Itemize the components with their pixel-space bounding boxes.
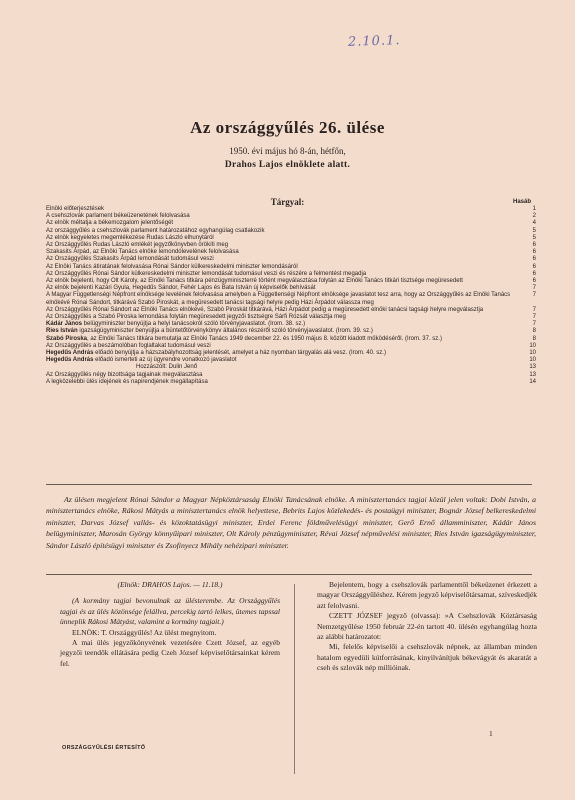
toc-entry-text: A csehszlovák parlament békeüzenetének felolvasása [46, 213, 190, 220]
toc-entry-text: Az Országgyűlés négy bizottsága tagjainak megválasztása [46, 371, 203, 378]
toc-row [46, 379, 536, 386]
toc-entry-page: 13 [529, 371, 536, 378]
toc-row [46, 372, 536, 379]
toc-entry-text: Az országgyűlés a csehszlovák parlament határozatához egyhangúlag csatlakozik [46, 227, 265, 234]
toc-entry-page: 6 [532, 249, 536, 256]
toc-entry-page: 6 [532, 263, 536, 270]
chair-line: Drahos Lajos elnöklete alatt. [224, 160, 351, 170]
toc-entry-text: Az Országgyűlés Szakasits Árpád lemondását tudomásul veszi [46, 256, 214, 263]
toc-entry-text: Az Országgyűlés Rudas László emlékét jegyzőkönyvben örökíti meg [46, 242, 229, 249]
toc-entry-text: Szabó Piroska, az Elnöki Tanács titkára bemutatja az Elnöki Tanács 1949 december 22. és 1950 május 8. között kiadott működéséről. (Irom. 37. sz.) [46, 335, 442, 342]
toc-entry-text: Szakasits Árpád, az Elnöki Tanács elnöke lemondólevelének felolvasása [46, 249, 239, 256]
toc-entry-page: 13 [529, 364, 536, 371]
toc-row [46, 292, 536, 306]
toc-entry-text: Ries István igazságügyminiszter benyújtja a büntetőtörvénykönyv általános részéről szóló törvényjavaslatot. (Irom. 39. sz.) [46, 328, 373, 335]
toc-entry-page: 7 [532, 314, 536, 321]
page-number: 1 [489, 729, 493, 738]
toc-entry-page: 6 [532, 256, 536, 263]
toc-row [46, 264, 536, 271]
toc-entry-text: Az Országgyűlés a Szabó Piroska lemondása folytán megüresedett jegyzői tisztségre Sárfi Rózsát választja meg [46, 314, 346, 321]
toc-row [46, 328, 536, 335]
toc-entry-page: 8 [532, 335, 536, 342]
date-line: 1950. évi május hó 8-án, hétfőn, [229, 146, 346, 156]
session-chair-note: (Elnök: DRAHOS Lajos. — 11.18.) [117, 580, 223, 589]
toc-row [46, 343, 536, 350]
toc-entry-text: Az elnök méltatja a békemozgalom jelentőségét [46, 220, 174, 227]
toc-entry-text: Az Országgyűlés Rónai Sándort az Elnöki Tanács elnökévé, Szabó Piroskát titkárává, Házi Árpádot pedig a megüresedett elnöki tanácsi tagsági helyre megválasztja [46, 306, 484, 313]
toc-entry-page: 2 [532, 213, 536, 220]
attendance-paragraph: Az ülésen megjelent Rónai Sándor a Magyar Népköztársaság Elnöki Tanácsának elnöke. A minisztertanács tagjai közül jelen voltak: Dobi István, a minisztertanács elnöke, Rákosi Mátyás a minisztertanács elnök helyettese, Bebrits Lajos közlekedés- és postaügyi miniszter, Bognár József belkereskedelmi miniszter, Darvas József vallás- és közoktatásügyi miniszter, Erdei Ferenc földművelésügyi miniszter, Gerő Ernő államminiszter, Kádár János belügyminiszter, Marosán György könnyűipari miniszter, Olt Károly pénzügyminiszter, Révai József népművelési miniszter, Ries István igazságügyminiszter, Sándor László építésügyi miniszter és Zsofinyecz Mihály nehézipari miniszter. [46, 495, 536, 550]
toc-row [46, 321, 536, 328]
toc-entry-page: 5 [532, 227, 536, 234]
toc-entry-page: 7 [532, 306, 536, 313]
toc-entry-text: Kádár János belügyminiszter benyújtja a helyi tanácsokról szóló törvényjavaslatot. (Irom. 38. sz.) [46, 321, 306, 328]
toc-entry-page: 10 [529, 342, 536, 349]
toc-entry-text: Hegedűs András előadó benyújtja a házszabályhozottság jelentését, amelyet a ház nyomban tárgyalás alá vesz. (Irom. 40. sz.) [46, 350, 386, 357]
toc-entry-page: 7 [532, 292, 536, 299]
toc-entry-text: Hozzászólt: Dulin Jenő [136, 364, 198, 371]
toc-entry-page: 6 [532, 278, 536, 285]
toc-entry-page: 6 [532, 242, 536, 249]
toc-entry-text: Hegedűs András előadó ismerteti az új ügyrendre vonatkozó javaslatot [46, 357, 237, 364]
toc-row [46, 206, 536, 213]
toc-entry-page: 6 [532, 270, 536, 277]
left-column [60, 580, 280, 669]
toc-row [46, 278, 536, 285]
toc-entry-text: Az Országgyűlés Rónai Sándor külkereskedelmi miniszter lemondását tudomásul veszi és részére a felmentést megadja [46, 270, 367, 277]
toc-heading: Tárgyal: [270, 197, 305, 207]
toc-row [46, 350, 536, 357]
speech-paragraph: A mai ülés jegyzőkönyvének vezetésére Czett József, az egyéb jegyzői teendők ellátására pedig Czeh József képviselőtársainkat kérem fel. [60, 638, 280, 668]
speech-paragraph: Bejelentem, hogy a csehszlovák parlamenttől békeüzenet érkezett a magyar Országgyűléshez. Kérem jegyző képviselőtársamat, szíveskedjék azt felolvasni. [317, 580, 537, 610]
toc-entry-page: 10 [529, 357, 536, 364]
toc-row [46, 364, 536, 371]
speech-paragraph: Mi, felelős képviselői a csehszlovák népnek, az államban minden hatalom egyedüli kútforrásának, kinyilvánítjuk békevágyát és akaratát a cseh és szlovák nép millióinak. [317, 642, 537, 673]
toc-row [46, 213, 536, 220]
toc-row [46, 235, 536, 242]
toc-entry-page: 4 [532, 220, 536, 227]
toc-entry-text: Az Elnöki Tanács átiratának felolvasása Rónai Sándor külkereskedelmi miniszter lemondásáról [46, 263, 298, 270]
page-title: Az országgyűlés 26. ülése [190, 118, 385, 137]
toc-entry-page: 5 [532, 234, 536, 241]
divider [46, 484, 532, 485]
toc-row [46, 336, 536, 343]
speech-paragraph: ELNÖK: T. Országgyűlés! Az ülést megnyitom. [72, 627, 217, 637]
toc-entry-page: 7 [532, 285, 536, 292]
toc-entry-text: Az elnök bejelenti Kazári Gyula, Hegedűs Sándor, Fehér Lajos és Bata István új képviselők behívását [46, 285, 316, 292]
stage-direction: (A kormány tagjai bevonulnak az ülésterembe. Az Országgyűlés tagjai és az ülés közönsége felállva, percekig tartó lelkes, ütemes tapssal ünneplik Rákosi Mátyást, valamint a kormány tagjait.) [60, 596, 280, 627]
toc-entry-page: 10 [529, 350, 536, 357]
toc-row [46, 314, 536, 321]
toc-row [46, 271, 536, 278]
toc-row [46, 220, 536, 227]
table-of-contents [46, 206, 536, 386]
divider [46, 574, 532, 575]
toc-entry-text: Elnöki előterjesztések [46, 206, 105, 212]
handwritten-note: 2.10.1. [347, 33, 401, 50]
toc-entry-page: 1 [532, 206, 536, 212]
toc-row [46, 256, 536, 263]
toc-entry-text: Az Országgyűlés a beszámolóban foglaltakat tudomásul veszi [46, 342, 211, 349]
toc-row [46, 357, 536, 364]
speech-paragraph: CZETT JÓZSEF jegyző (olvassa): »A Csehszlovák Köztársaság Nemzetgyűlése 1950 február 22-én tartott 40. ülésén egyhangúlag hozta az alábbi határozatot: [317, 611, 537, 642]
toc-entry-page: 7 [532, 321, 536, 328]
toc-row [46, 285, 536, 292]
toc-entry-page: 14 [529, 378, 536, 385]
toc-page-column-label: Hasáb [512, 199, 531, 205]
publication-footer: ORSZÁGGYŰLÉSI ÉRTESÍTŐ [62, 745, 146, 751]
toc-entry-page: 8 [532, 328, 536, 335]
toc-entry-text: Az elnök bejelenti, hogy Olt Károly, az Elnöki Tanács titkára pénzügyminiszterré történt megválasztása folytán az Elnöki Tanács titkári tisztsége megüresedett [46, 278, 463, 285]
toc-entry-text: A legközelebbi ülés idejének és napirendjének megállapítása [46, 378, 208, 385]
toc-row [46, 228, 536, 235]
toc-entry-text: A Magyar Függetlenségi Népfront elnöksége levelének felolvasása amelyben a Függetlenségi Népfront elnöksége javaslatot tesz arra, hogy az Országgyűlés az Elnöki Tanács elnökévé Rónai Sándort, titkárává Szabó Piroskát, a megüresedett tanácsi tagsági helyre pedig Házi Árpádot válassza meg [46, 292, 511, 306]
column-divider [294, 584, 295, 774]
toc-row [46, 307, 536, 314]
toc-entry-text: Az elnök kegyeletes megemlékezése Rudas László elhunytáról [46, 234, 214, 241]
right-column [317, 580, 537, 674]
